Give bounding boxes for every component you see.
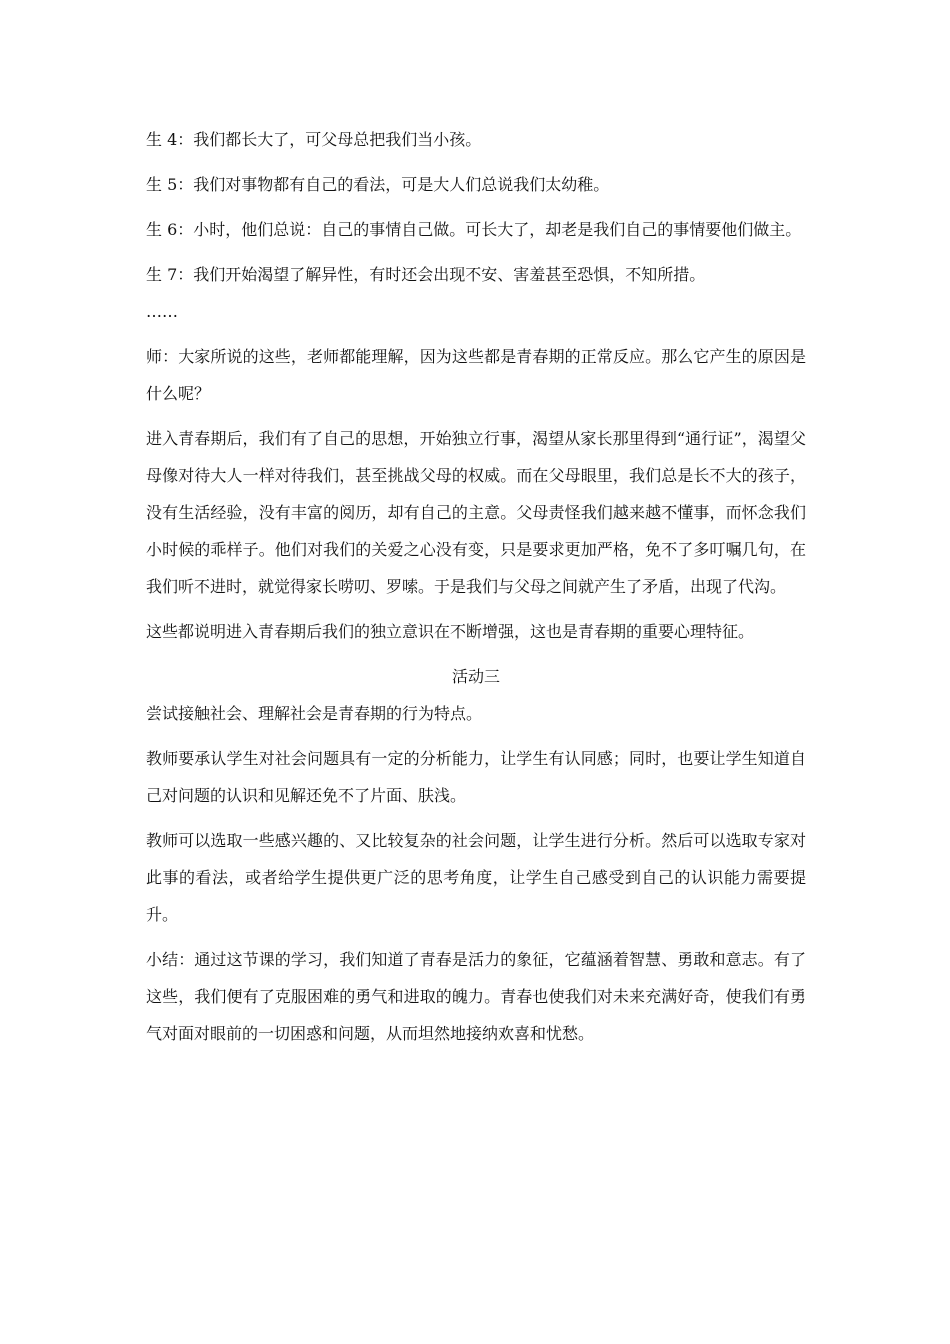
activity-method-paragraph: 教师可以选取一些感兴趣的、又比较复杂的社会问题，让学生进行分析。然后可以选取专家对此事的看法，或者给学生提供更广泛的思考角度，让学生自己感受到自己的认识能力需要提升。 [146, 831, 806, 924]
behavior-paragraph: 尝试接触社会、理解社会是青春期的行为特点。 [146, 704, 483, 723]
student-7-line: 生 7：我们开始渴望了解异性，有时还会出现不安、害羞甚至恐惧，不知所措。 [146, 265, 706, 284]
student-5-line: 生 5：我们对事物都有自己的看法，可是大人们总说我们太幼稚。 [146, 175, 610, 194]
summary-paragraph: 小结：通过这节课的学习，我们知道了青春是活力的象征，它蕴涵着智慧、勇敢和意志。有了这些，我们便有了克服困难的勇气和进取的魄力。青春也使我们对未来充满好奇，使我们有勇气对面对眼前的一切困惑和问题，从而坦然地接纳欢喜和忧愁。 [146, 950, 806, 1043]
document-page [146, 121, 806, 1052]
teacher-line: 师：大家所说的这些，老师都能理解，因为这些都是青春期的正常反应。那么它产生的原因是什么呢？ [146, 347, 806, 403]
explanation-paragraph: 进入青春期后，我们有了自己的思想，开始独立行事，渴望从家长那里得到“通行证”，渴望父母像对待大人一样对待我们，甚至挑战父母的权威。而在父母眼里，我们总是长不大的孩子，没有生活经验，没有丰富的阅历，却有自己的主意。父母责怪我们越来越不懂事，而怀念我们小时候的乖样子。他们对我们的关爱之心没有变，只是要求更加严格，免不了多叮嘱几句，在我们听不进时，就觉得家长唠叨、罗嗦。于是我们与父母之间就产生了矛盾，出现了代沟。 [146, 429, 806, 596]
student-4-line: 生 4：我们都长大了，可父母总把我们当小孩。 [146, 130, 482, 149]
ellipsis-line: …… [146, 302, 178, 321]
section-heading: 活动三 [451, 667, 500, 686]
teacher-guidance-paragraph: 教师要承认学生对社会问题具有一定的分析能力，让学生有认同感；同时，也要让学生知道自己对问题的认识和见解还免不了片面、肤浅。 [146, 749, 806, 805]
conclusion-paragraph: 这些都说明进入青春期后我们的独立意识在不断增强，这也是青春期的重要心理特征。 [146, 622, 755, 641]
student-6-line: 生 6：小时，他们总说：自己的事情自己做。可长大了，却老是我们自己的事情要他们做主。 [146, 220, 802, 239]
